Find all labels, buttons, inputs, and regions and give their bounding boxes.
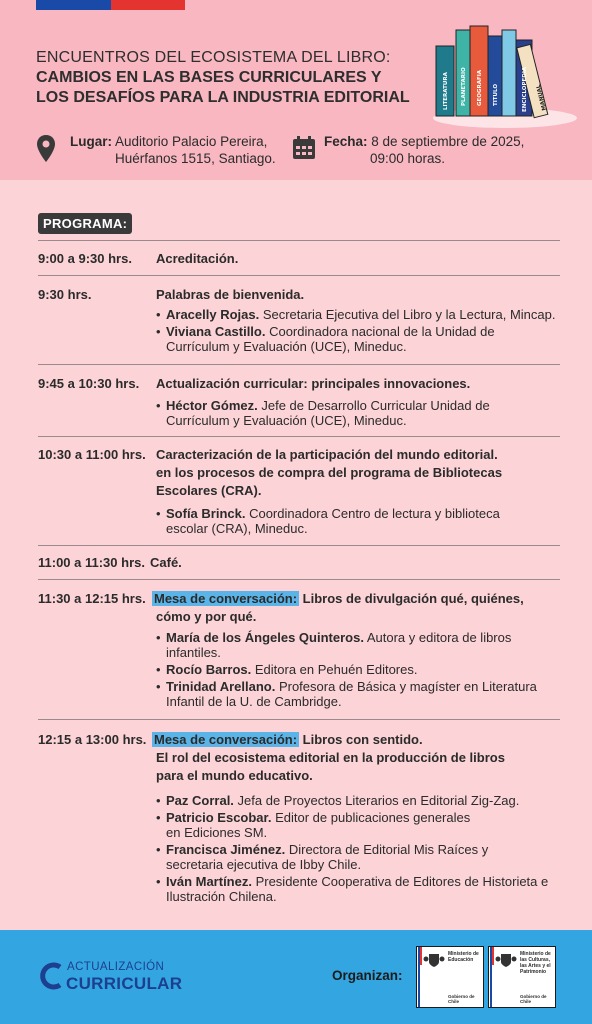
calendar-icon <box>292 136 316 160</box>
divider <box>38 436 560 437</box>
row-title: Caracterización de la participación del mundo editorial. en los procesos de compra del programa de Bibliotecas Escolares (CRA). <box>156 447 503 498</box>
logo-top-text: ACTUALIZACIÓN <box>67 961 165 973</box>
speaker-item: • Viviana Castillo. Coordinadora nacional de la Unidad de Currículum y Evaluación (UCE), Mineduc. <box>156 324 501 354</box>
programa-badge: PROGRAMA: <box>38 213 132 234</box>
fecha-block: Fecha: 8 de septiembre de 2025, 09:00 horas. <box>324 134 525 166</box>
speaker-item: • Paz Corral. Jefa de Proyectos Literarios en Editorial Zig-Zag. <box>156 793 566 808</box>
book-spine-3: GEOGRAFIA <box>477 69 483 106</box>
row-title: Acreditación. <box>156 251 239 266</box>
book-spine-4: TITULO <box>493 84 499 106</box>
row-time: 11:30 a 12:15 hrs. <box>38 591 146 606</box>
row-time: 9:30 hrs. <box>38 287 92 302</box>
divider <box>38 545 560 546</box>
row-time: 11:00 a 11:30 hrs. <box>38 555 145 570</box>
curricular-logo-icon <box>38 962 64 990</box>
flag-bar <box>36 0 185 10</box>
coat-of-arms-icon <box>423 951 445 969</box>
location-pin-icon <box>36 134 56 164</box>
row-title: Café. <box>150 555 182 570</box>
speaker-item: • Iván Martínez. Presidente Cooperativa de Editores de Historieta e Ilustración Chilena. <box>156 874 566 904</box>
speaker-item: • Héctor Gómez. Jefe de Desarrollo Curricular Unidad de Currículum y Evaluación (UCE), Mineduc. <box>156 398 496 428</box>
organizan-label: Organizan: <box>332 968 403 983</box>
row-title: Actualización curricular: principales innovaciones. <box>156 376 471 391</box>
coat-of-arms-icon <box>495 951 517 969</box>
row-title: Mesa de conversación: Libros de divulgación qué, quiénes, cómo y por qué. <box>154 591 524 624</box>
speaker-item: • María de los Ángeles Quinteros. Autora y editora de libros infantiles. <box>156 630 531 660</box>
mineduc-logo: Ministerio de Educación Gobierno de Chile <box>416 946 484 1008</box>
logo-bottom-text: CURRICULAR <box>66 974 183 993</box>
row-time: 12:15 a 13:00 hrs. <box>38 732 147 747</box>
row-title: Palabras de bienvenida. <box>156 287 305 302</box>
divider <box>38 275 560 276</box>
speaker-item: • Francisca Jiménez. Directora de Editorial Mis Raíces y secretaria ejecutiva de Ibby Chile. <box>156 842 491 872</box>
speaker-item: • Aracelly Rojas. Secretaria Ejecutiva del Libro y la Lectura, Mincap. <box>156 307 576 322</box>
row-time: 9:00 a 9:30 hrs. <box>38 251 132 266</box>
book-spine-2: PLANETARIO <box>461 67 467 106</box>
mesa-highlight: Mesa de conversación: <box>154 591 298 606</box>
mesa-highlight: Mesa de conversación: <box>154 732 298 747</box>
event-title: CAMBIOS EN LAS BASES CURRICULARES Y LOS DESAFÍOS PARA LA INDUSTRIA EDITORIAL <box>36 69 410 106</box>
lugar-block: Lugar: Auditorio Palacio Pereira, Huérfanos 1515, Santiago. <box>70 134 276 166</box>
row-title: Mesa de conversación: Libros con sentido. El rol del ecosistema editorial en la producción de libros para el mundo educativo. <box>154 732 505 783</box>
divider <box>38 579 560 580</box>
mincap-logo: Ministerio de las Culturas, las Artes y el Patrimonio Gobierno de Chile <box>488 946 556 1008</box>
speaker-item: • Sofía Brinck. Coordinadora Centro de lectura y biblioteca escolar (CRA), Mineduc. <box>156 506 536 536</box>
row-time: 9:45 a 10:30 hrs. <box>38 376 140 391</box>
book-spine-5: ENCICLOPEDIA <box>522 66 528 112</box>
speaker-item: • Patricio Escobar. Editor de publicaciones generales en Ediciones SM. <box>156 810 486 840</box>
speaker-item: • Rocío Barros. Editora en Pehuén Editores. <box>156 662 556 677</box>
divider <box>38 364 560 365</box>
row-time: 10:30 a 11:00 hrs. <box>38 447 146 462</box>
speaker-item: • Trinidad Arellano. Profesora de Básica y magíster en Literatura Infantil de la U. de Cambridge. <box>156 679 556 709</box>
divider <box>38 719 560 720</box>
book-spine-1: LITERATURA <box>443 72 449 110</box>
books-illustration <box>430 22 580 132</box>
book-spine-6: MANUAL <box>535 83 548 111</box>
divider <box>38 240 560 241</box>
event-pretitle: ENCUENTROS DEL ECOSISTEMA DEL LIBRO: <box>36 49 391 66</box>
